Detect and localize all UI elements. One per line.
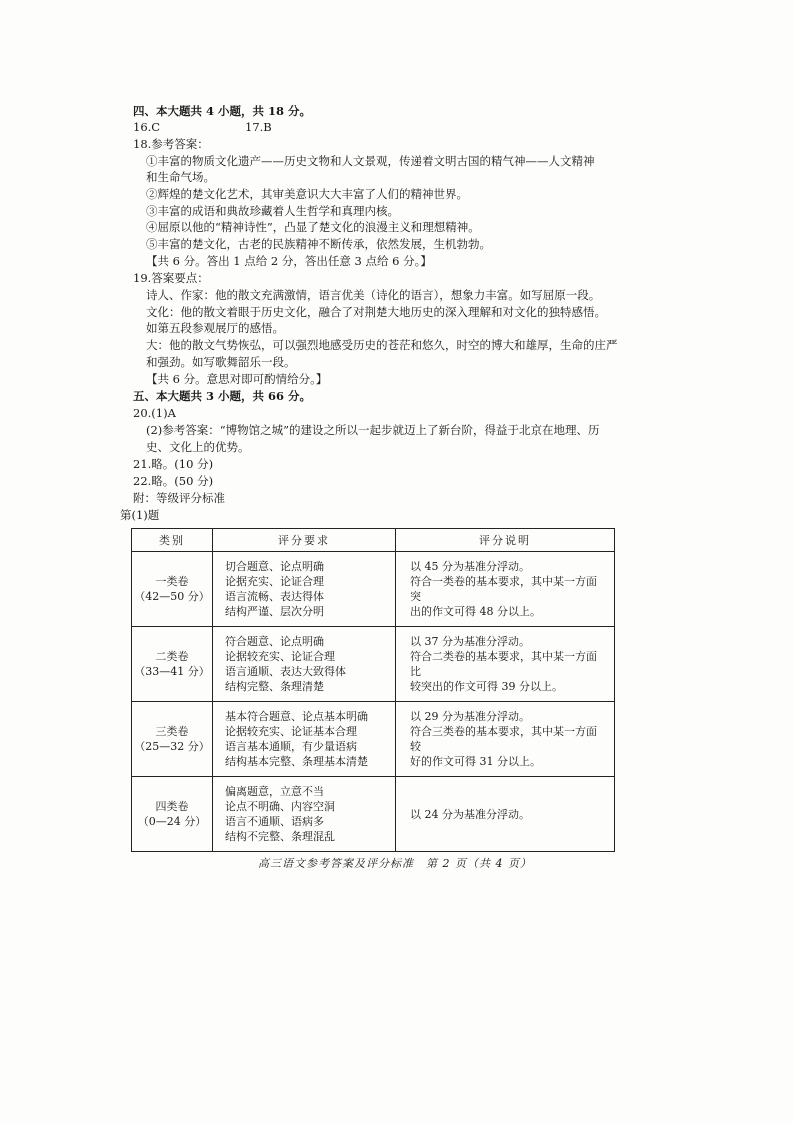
category-cell [132,627,213,702]
answer-18-point-1: ①丰富的物质文化遗产——历史文物和人文景观，传递着文明古国的精气神——人文精神 [146,154,595,168]
answer-20-part-2: (2)参考答案：“博物馆之城”的建设之所以一起步就迈上了新台阶，得益于北京在地理、历 [146,423,600,437]
requirement-item: 语言不通顺、语病多 [225,815,324,828]
requirement-item: 切合题意、论点明确 [225,560,324,573]
section-four-heading: 四、本大题共 4 小题，共 18 分。 [133,104,312,118]
answer-19-score-note: 【共 6 分。意思对即可酌情给分。】 [146,372,328,386]
category-range: （0—24 分） [137,815,207,828]
notes-cell [396,627,615,702]
category-cell [132,552,213,627]
header-notes: 评分说明 [396,529,615,552]
grading-appendix-title: 附：等级评分标准 [133,491,225,505]
note-line: 以 37 分为基准分浮动。 [410,635,530,648]
category-range: （33—41 分） [134,665,210,678]
requirement-item: 论据较充实、论证基本合理 [225,725,357,738]
category-cell [132,777,213,852]
answer-19-point-3-cont: 和强劲。如写歌舞韶乐一段。 [146,355,296,369]
note-line: 以 24 分为基准分浮动。 [410,807,530,821]
answer-18-point-4: ④屈原以他的“精神诗性”，凸显了楚文化的浪漫主义和理想精神。 [146,220,480,234]
table-row [132,777,615,852]
requirement-item: 基本符合题意、论点基本明确 [225,710,368,723]
requirements-cell [213,702,396,777]
table-row [132,627,615,702]
answer-17: 17.B [245,120,272,134]
section-five-heading: 五、本大题共 3 小题，共 66 分。 [133,389,312,403]
header-requirements: 评分要求 [213,529,396,552]
requirement-item: 论据较充实、论证合理 [225,650,335,663]
requirement-item: 论点不明确、内容空洞 [225,800,335,813]
note-line: 符合二类卷的基本要求，其中某一方面比 [410,650,597,678]
note-line: 较突出的作文可得 39 分以上。 [410,680,563,693]
note-line: 出的作文可得 48 分以上。 [410,605,541,618]
answer-18-point-2: ②辉煌的楚文化艺术，其审美意识大大丰富了人们的精神世界。 [146,187,468,201]
answer-18-score-note: 【共 6 分。答出 1 点给 2 分，答出任意 3 点给 6 分。】 [146,254,432,268]
requirement-item: 语言通顺、表达大致得体 [225,665,346,678]
requirement-item: 结构完整、条理清楚 [225,680,324,693]
answer-18-point-1-cont: 和生命气场。 [146,170,215,184]
note-line: 以 45 分为基准分浮动。 [410,560,530,573]
note-line: 好的作文可得 31 分以上。 [410,755,541,768]
category-name: 四类卷 [155,800,189,813]
answer-21: 21.略。(10 分) [133,457,214,471]
grading-table-header [132,529,615,552]
answer-19-point-1: 诗人、作家：他的散文充满激情，语言优美（诗化的语言），想象力丰富。如写屈原一段。 [146,288,601,302]
grading-part-label: 第(1)题 [120,508,160,522]
category-cell [132,702,213,777]
requirement-item: 偏离题意，立意不当 [225,785,324,798]
answer-19-point-2: 文化：他的散文着眼于历史文化，融合了对荆楚大地历史的深入理解和对文化的独特感悟。 [146,305,606,319]
category-name: 一类卷 [155,575,189,588]
answer-18-heading: 18.参考答案： [133,137,209,151]
answer-18-point-3: ③丰富的成语和典故珍藏着人生哲学和真理内核。 [146,204,399,218]
page-footer: 高三语文参考答案及评分标准 第 2 页（共 4 页） [258,857,532,870]
requirements-cell [213,777,396,852]
answer-19-point-3: 大：他的散文气势恢弘，可以强烈地感受历史的苍茫和悠久，时空的博大和雄厚，生命的庄严 [146,338,618,352]
note-line: 以 29 分为基准分浮动。 [410,710,530,723]
note-line: 符合三类卷的基本要求，其中某一方面较 [410,725,597,753]
table-row [132,702,615,777]
requirement-item: 语言流畅、表达得体 [225,590,324,603]
table-row [132,552,615,627]
notes-cell [396,702,615,777]
requirements-cell [213,552,396,627]
requirement-item: 论据充实、论证合理 [225,575,324,588]
notes-cell [396,777,615,852]
answer-20-part-1: 20.(1)A [133,406,176,420]
requirement-item: 结构基本完整、条理基本清楚 [225,755,368,768]
answer-22: 22.略。(50 分) [133,474,214,488]
answer-19-point-2-cont: 如第五段参观展厅的感悟。 [146,321,284,335]
category-name: 二类卷 [155,650,189,663]
notes-cell [396,552,615,627]
requirements-cell [213,627,396,702]
category-range: （42—50 分） [134,590,210,603]
requirement-item: 符合题意、论点明确 [225,635,324,648]
answer-16: 16.C [133,120,161,134]
note-line: 符合一类卷的基本要求，其中某一方面突 [410,575,597,603]
header-category: 类别 [132,529,213,552]
answer-18-point-5: ⑤丰富的楚文化，古老的民族精神不断传承，依然发展，生机勃勃。 [146,237,491,251]
answer-19-heading: 19.答案要点： [133,271,209,285]
answer-20-part-2-cont: 史、文化上的优势。 [146,440,250,454]
requirement-item: 结构严谨、层次分明 [225,605,324,618]
requirement-item: 语言基本通顺，有少量语病 [225,740,357,753]
requirement-item: 结构不完整、条理混乱 [225,830,335,843]
grading-table [131,528,615,852]
category-range: （25—32 分） [134,740,210,753]
category-name: 三类卷 [155,725,189,738]
